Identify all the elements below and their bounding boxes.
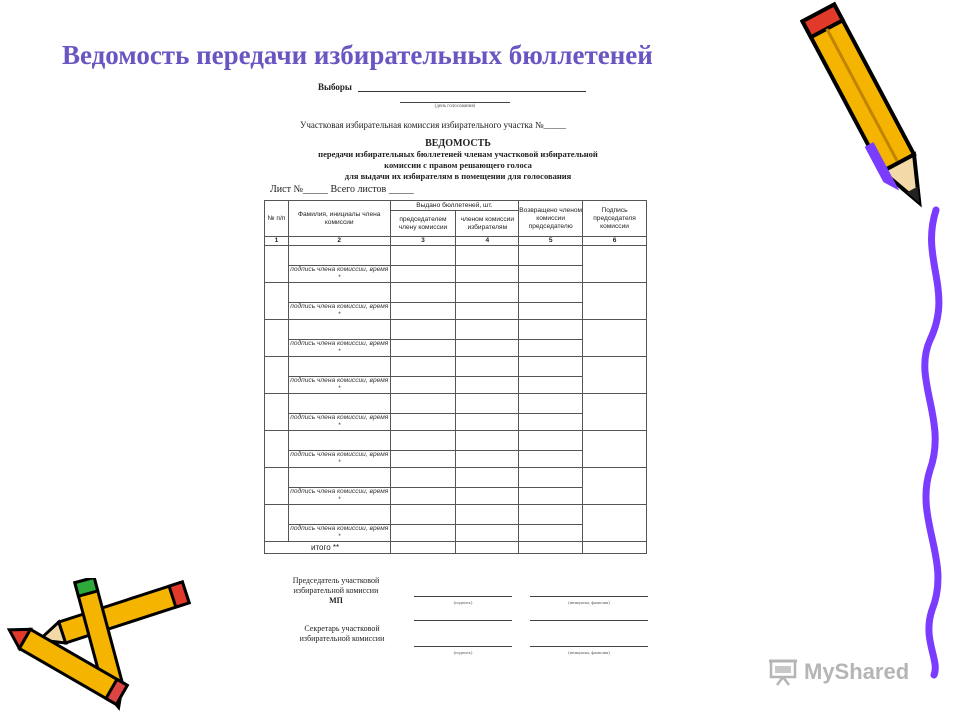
signature-caption: подпись члена комиссии, время *	[290, 377, 389, 392]
extra-line	[414, 620, 512, 621]
signature-caption: подпись члена комиссии, время *	[290, 266, 389, 281]
chairman-name-line	[530, 596, 648, 597]
commission-line: Участковая избирательная комиссия избирательного участка №_____	[300, 120, 567, 130]
sheet-line: Лист №_____ Всего листов _____	[270, 184, 414, 195]
table-row	[265, 246, 647, 266]
signature-caption: подпись члена комиссии, время *	[290, 451, 389, 466]
header-returned: Возвращено членом комиссии председателю	[519, 201, 583, 237]
table-row	[265, 357, 647, 377]
mp-label: МП	[329, 596, 343, 605]
elections-row	[318, 82, 586, 92]
doc-title-line: для выдачи их избирателям в помещении для голосования	[344, 171, 572, 181]
column-number: 3	[390, 237, 456, 246]
table-row	[265, 320, 647, 340]
doc-title-line: передачи избирательных бюллетеней членам участковой избирательной	[318, 149, 598, 159]
header-issued-to-member: председателем члену комиссии	[390, 211, 456, 237]
sign-caption: (подпись)	[453, 650, 473, 655]
signature-footer	[262, 576, 654, 660]
table-row	[265, 394, 647, 414]
name-caption: (инициалы, фамилия)	[568, 600, 610, 605]
total-row	[265, 542, 647, 554]
signature-caption: подпись члена комиссии, время *	[290, 303, 389, 318]
signature-caption: подпись члена комиссии, время *	[290, 414, 389, 429]
column-number: 2	[288, 237, 390, 246]
name-caption: (инициалы, фамилия)	[568, 650, 610, 655]
column-number: 5	[519, 237, 583, 246]
projector-screen-icon	[768, 658, 798, 686]
elections-field	[358, 91, 586, 92]
elections-label: Выборы	[318, 82, 352, 92]
table-row	[265, 431, 647, 451]
table-row	[265, 468, 647, 488]
myshared-watermark	[768, 658, 909, 686]
secretary-signature-line	[414, 646, 512, 647]
brand-name: MyShared	[804, 659, 910, 684]
doc-title	[262, 138, 654, 182]
total-label: итого **	[265, 542, 391, 554]
header-chairman-signature: Подпись председателя комиссии	[583, 201, 647, 237]
extra-line	[530, 620, 648, 621]
header-member-name: Фамилия, инициалы члена комиссии	[288, 201, 390, 237]
table-header-row	[265, 201, 647, 211]
chairman-label: Председатель участковой избирательной комиссии МП	[276, 576, 396, 606]
doc-title-line: комиссии с правом решающего голоса	[384, 160, 532, 170]
crossed-pencils-icon	[0, 578, 200, 718]
column-number: 6	[583, 237, 647, 246]
sign-caption: (подпись)	[453, 600, 473, 605]
secretary-label: Секретарь участковой избирательной комиссии	[299, 624, 385, 643]
signature-caption: подпись члена комиссии, время *	[290, 525, 389, 540]
signature-caption: подпись члена комиссии, время *	[290, 488, 389, 503]
squiggle-decoration	[900, 200, 960, 680]
column-number-row	[265, 237, 647, 246]
table-row	[265, 283, 647, 303]
header-issued-to-voters: членом комиссии избирателям	[456, 211, 519, 237]
doc-title-line: ВЕДОМОСТЬ	[425, 138, 491, 149]
column-number: 1	[265, 237, 289, 246]
date-caption: (день голосования)	[400, 102, 510, 109]
table-row	[265, 505, 647, 525]
column-number: 4	[456, 237, 519, 246]
secretary-name-line	[530, 646, 648, 647]
header-number: № п/п	[265, 201, 289, 237]
chairman-signature-line	[414, 596, 512, 597]
ballot-transfer-document	[262, 78, 654, 660]
slide-title: Ведомость передачи избирательных бюллетеней	[62, 40, 653, 70]
signature-caption: подпись члена комиссии, время *	[290, 340, 389, 355]
header-issued-group: Выдано бюллетеней, шт.	[390, 201, 519, 211]
ballot-table	[264, 200, 647, 554]
